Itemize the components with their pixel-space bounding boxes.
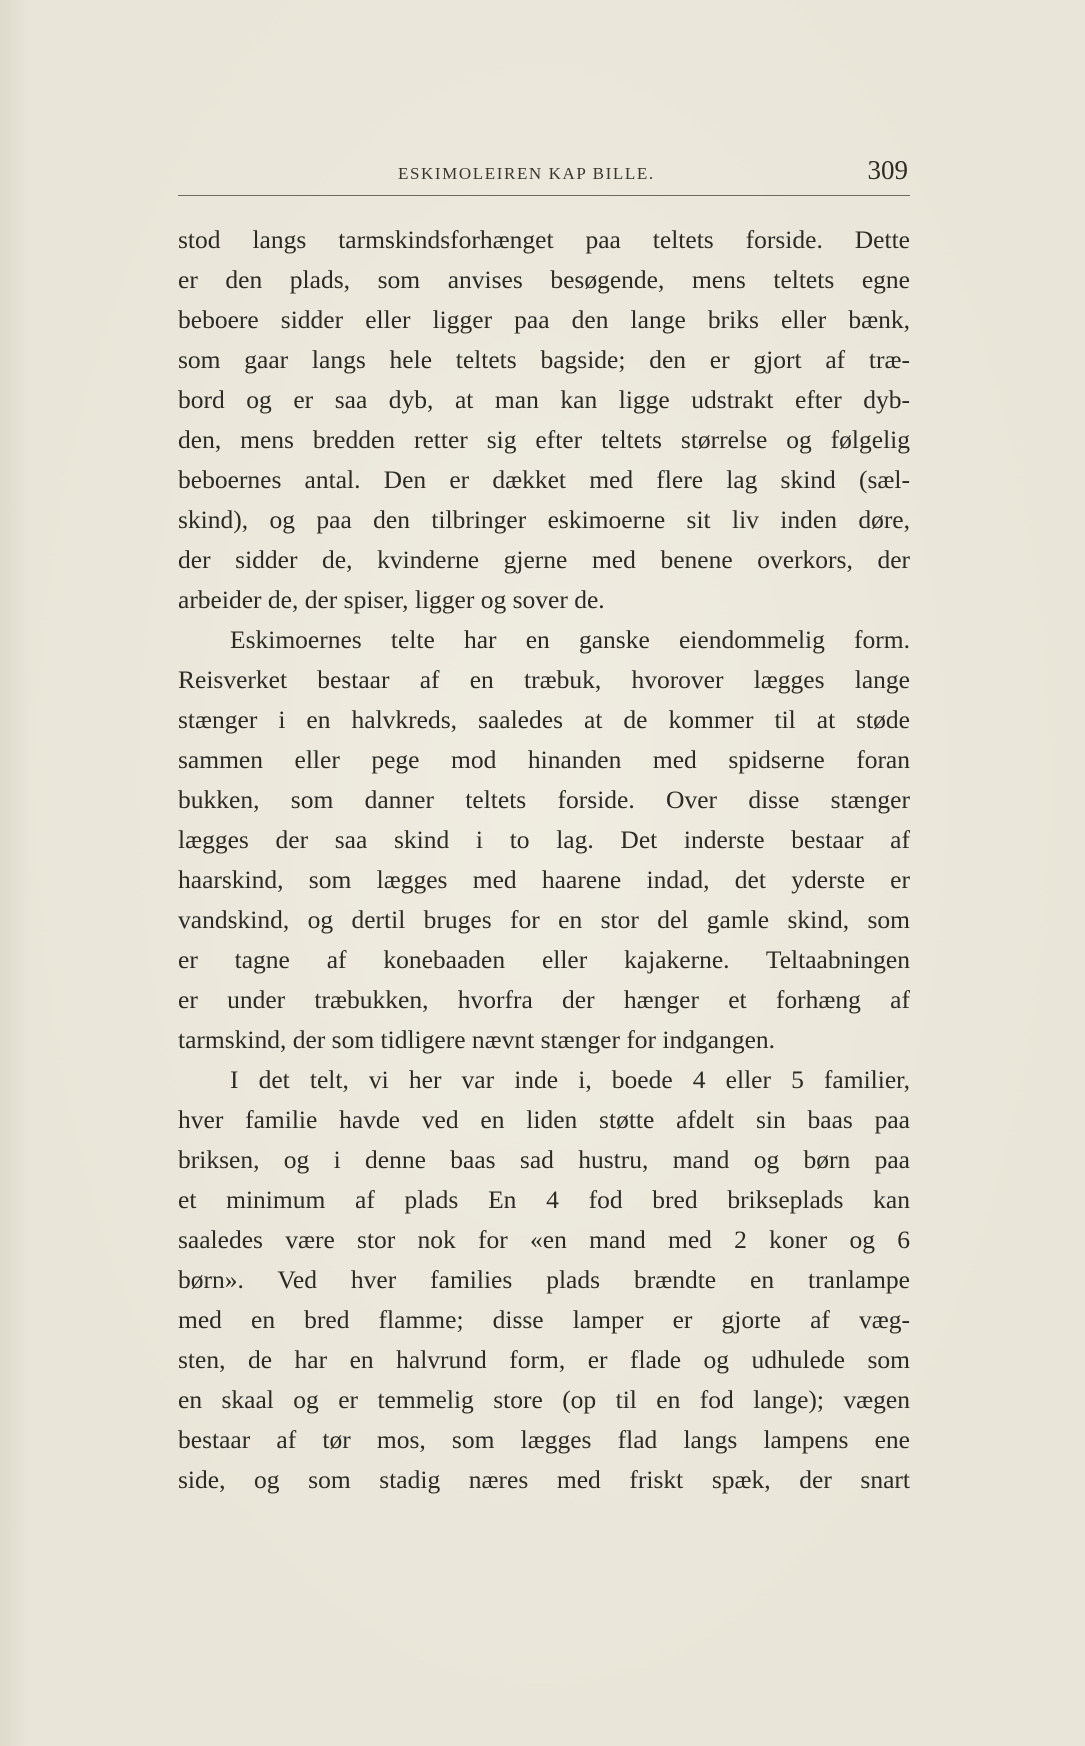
text-line: stod langs tarmskindsforhænget paa teltets forside. Dette: [178, 225, 910, 254]
running-title: ESKIMOLEIREN KAP BILLE.: [398, 164, 655, 183]
text-line: sammen eller pege mod hinanden med spidserne foran: [178, 745, 910, 774]
text-line: som gaar langs hele teltets bagside; den er gjort af træ-: [178, 345, 910, 374]
text-line: sten, de har en halvrund form, er flade og udhulede som: [178, 1345, 910, 1374]
page-header: [178, 155, 910, 196]
text-line: bukken, som danner teltets forside. Over disse stænger: [178, 785, 910, 814]
text-line: haarskind, som lægges med haarene indad, det yderste er: [178, 865, 910, 894]
text-line: side, og som stadig næres med friskt spæk, der snart: [178, 1465, 910, 1494]
paragraph-1: [178, 220, 910, 620]
text-line: der sidder de, kvinderne gjerne med benene overkors, der: [178, 545, 910, 574]
text-line: skind), og paa den tilbringer eskimoerne sit liv inden døre,: [178, 505, 910, 534]
text-line: vandskind, og dertil bruges for en stor del gamle skind, som: [178, 905, 910, 934]
paragraph-3: [178, 1060, 910, 1500]
text-line: er tagne af konebaaden eller kajakerne. Teltaabningen: [178, 945, 910, 974]
text-line: en skaal og er temmelig store (op til en fod lange); vægen: [178, 1385, 910, 1414]
text-line: tarmskind, der som tidligere nævnt stænger for indgangen.: [178, 1025, 776, 1054]
page-number: 309: [867, 155, 908, 185]
text-line: Reisverket bestaar af en træbuk, hvorover lægges lange: [178, 665, 910, 694]
text-line: er den plads, som anvises besøgende, mens teltets egne: [178, 265, 910, 294]
text-line: med en bred flamme; disse lamper er gjorte af væg-: [178, 1305, 910, 1334]
text-line: hver familie havde ved en liden støtte afdelt sin baas paa: [178, 1105, 910, 1134]
body-text: [178, 220, 910, 1500]
text-line: arbeider de, der spiser, ligger og sover de.: [178, 585, 605, 614]
text-line: saaledes være stor nok for «en mand med 2 koner og 6: [178, 1225, 910, 1254]
text-line: Eskimoernes telte har en ganske eiendommelig form.: [230, 625, 910, 654]
text-line: I det telt, vi her var inde i, boede 4 eller 5 familier,: [230, 1065, 910, 1094]
text-line: lægges der saa skind i to lag. Det inderste bestaar af: [178, 825, 910, 854]
text-line: beboere sidder eller ligger paa den lange briks eller bænk,: [178, 305, 910, 334]
text-line: et minimum af plads En 4 fod bred briksеplads kan: [178, 1185, 910, 1214]
text-line: bord og er saa dyb, at man kan ligge udstrakt efter dyb-: [178, 385, 910, 414]
text-line: beboernes antal. Den er dækket med flere lag skind (sæl-: [178, 465, 910, 494]
text-line: er under træbukken, hvorfra der hænger et forhæng af: [178, 985, 910, 1014]
text-line: briksen, og i denne baas sad hustru, mand og børn paa: [178, 1145, 910, 1174]
text-line: bestaar af tør mos, som lægges flad langs lampens ene: [178, 1425, 910, 1454]
paragraph-2: [178, 620, 910, 1060]
text-line: den, mens bredden retter sig efter teltets størrelse og følgelig: [178, 425, 910, 454]
text-line: børn». Ved hver families plads brændte en tranlampe: [178, 1265, 910, 1294]
text-line: stænger i en halvkreds, saaledes at de kommer til at støde: [178, 705, 910, 734]
